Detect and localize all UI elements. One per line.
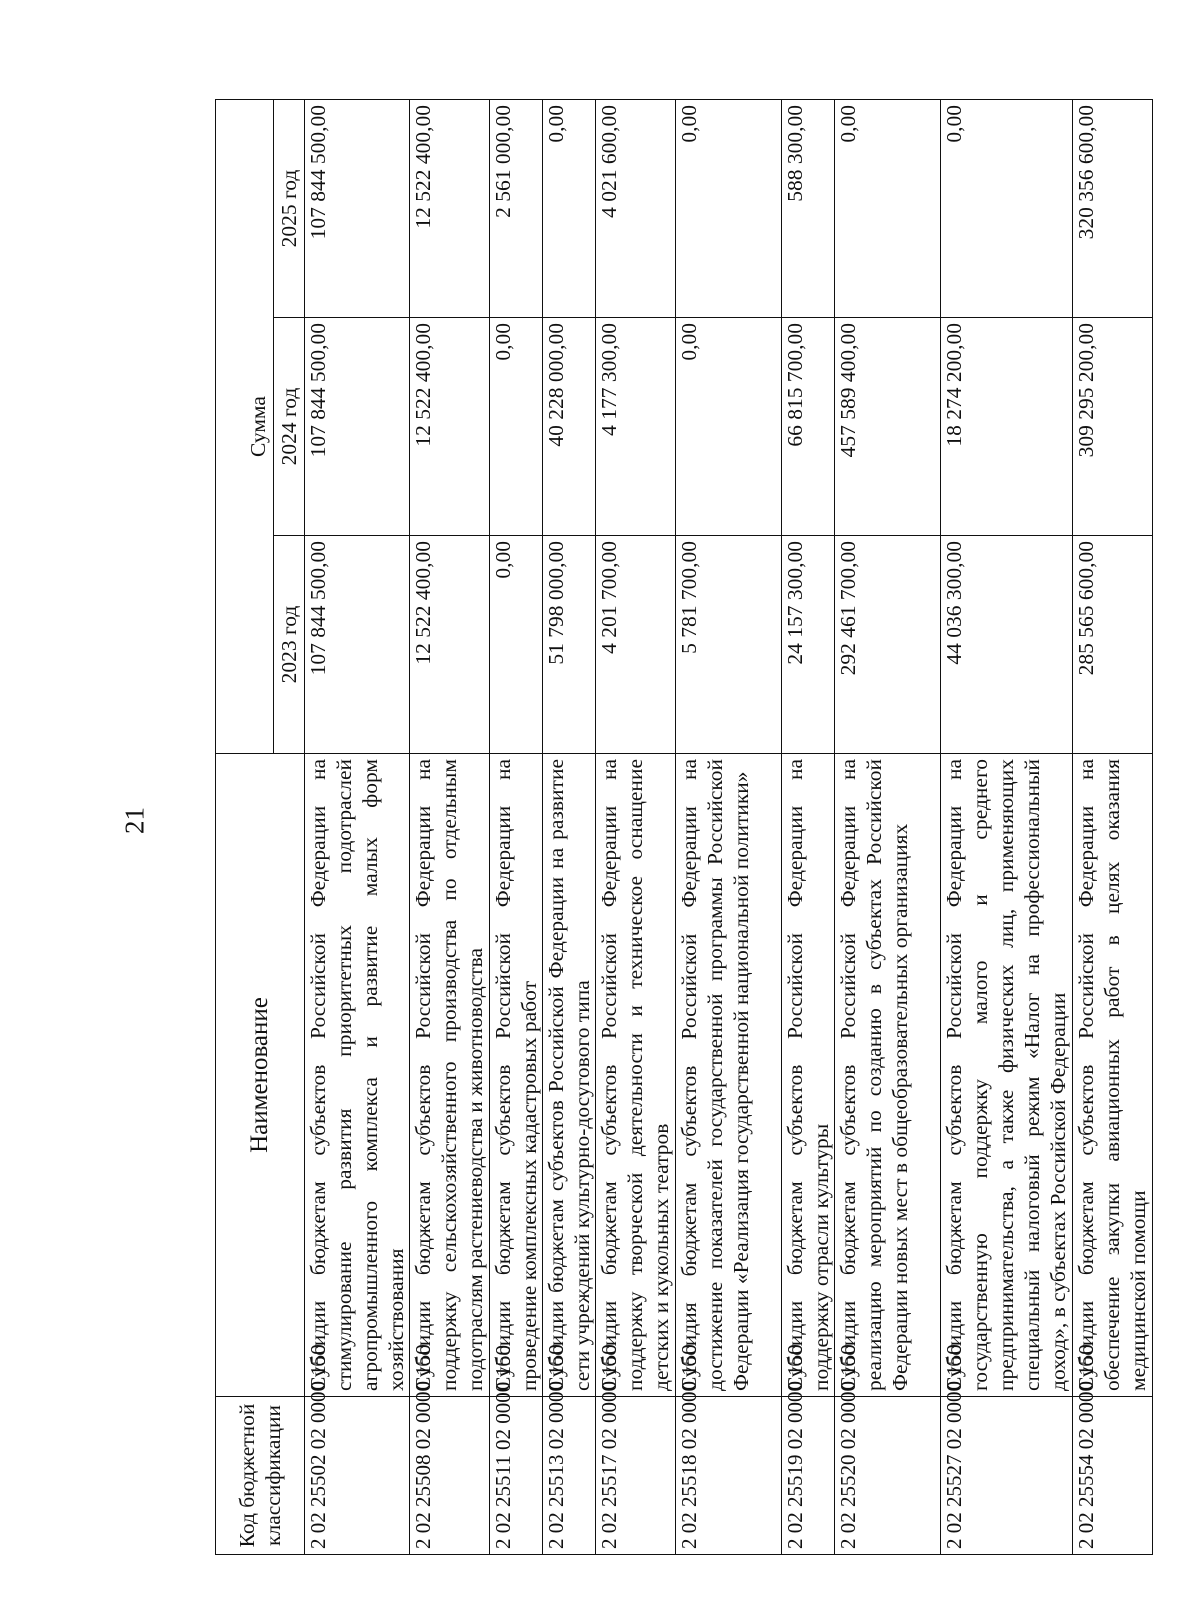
row-amount-2024: 107 844 500,00 (305, 318, 410, 536)
row-amount-2023: 51 798 000,00 (543, 536, 596, 754)
row-amount-2025: 588 300,00 (782, 100, 835, 318)
table-header-row (216, 100, 274, 1555)
table-row (835, 100, 941, 1555)
row-code: 2 02 25554 02 0000 150 (1073, 1397, 1153, 1555)
row-amount-2024: 66 815 700,00 (782, 318, 835, 536)
row-name: Субсидии бюджетам субъектов Российской Федерации на поддержку отрасли культуры (782, 754, 835, 1397)
row-code: 2 02 25517 02 0000 150 (596, 1397, 676, 1555)
row-amount-2024: 457 589 400,00 (835, 318, 941, 536)
table-row (490, 100, 543, 1555)
row-name: Субсидии бюджетам субъектов Российской Федерации на государственную поддержку малого и среднего предпринимательства, а также физических лиц, применяющих специальный налоговый режим «Налог на профессиональный доход», в субъектах Российской Федерации (941, 754, 1073, 1397)
row-code: 2 02 25508 02 0000 150 (410, 1397, 490, 1555)
row-amount-2023: 107 844 500,00 (305, 536, 410, 754)
row-amount-2024: 0,00 (490, 318, 543, 536)
row-amount-2024: 40 228 000,00 (543, 318, 596, 536)
row-amount-2024: 18 274 200,00 (941, 318, 1073, 536)
row-amount-2025: 0,00 (543, 100, 596, 318)
row-amount-2025: 0,00 (676, 100, 782, 318)
row-name: Субсидии бюджетам субъектов Российской Федерации на проведение комплексных кадастровых работ (490, 754, 543, 1397)
table-row (596, 100, 676, 1555)
row-code: 2 02 25502 02 0000 150 (305, 1397, 410, 1555)
table-row (410, 100, 490, 1555)
row-amount-2023: 5 781 700,00 (676, 536, 782, 754)
table-row (941, 100, 1073, 1555)
row-amount-2023: 24 157 300,00 (782, 536, 835, 754)
row-name: Субсидии бюджетам субъектов Российской Федерации на поддержку сельскохозяйственного производства по отдельным подотраслям растениеводства и животноводства (410, 754, 490, 1397)
row-amount-2024: 4 177 300,00 (596, 318, 676, 536)
row-code: 2 02 25520 02 0000 150 (835, 1397, 941, 1555)
row-amount-2023: 0,00 (490, 536, 543, 754)
table-row (543, 100, 596, 1555)
row-amount-2023: 4 201 700,00 (596, 536, 676, 754)
header-year-2025: 2025 год (274, 100, 305, 318)
row-name: Субсидии бюджетам субъектов Российской Федерации на поддержку творческой деятельности и техническое оснащение детских и кукольных театров (596, 754, 676, 1397)
table-row (676, 100, 782, 1555)
row-name: Субсидии бюджетам субъектов Российской Федерации на стимулирование развития приоритетных подотраслей агропромышленного комплекса и развитие малых форм хозяйствования (305, 754, 410, 1397)
row-amount-2023: 285 565 600,00 (1073, 536, 1153, 754)
row-amount-2024: 12 522 400,00 (410, 318, 490, 536)
row-code: 2 02 25519 02 0000 150 (782, 1397, 835, 1555)
header-name: Наименование (216, 754, 305, 1397)
page-number: 21 (119, 807, 150, 834)
row-amount-2025: 107 844 500,00 (305, 100, 410, 318)
budget-table (215, 99, 1153, 1555)
rotated-table-wrapper (215, 100, 1150, 1555)
row-amount-2024: 309 295 200,00 (1073, 318, 1153, 536)
row-code: 2 02 25513 02 0000 150 (543, 1397, 596, 1555)
table-row (782, 100, 835, 1555)
row-name: Субсидии бюджетам субъектов Российской Федерации на обеспечение закупки авиационных работ в целях оказания медицинской помощи (1073, 754, 1153, 1397)
header-year-2024: 2024 год (274, 318, 305, 536)
row-amount-2025: 12 522 400,00 (410, 100, 490, 318)
row-name: Субсидии бюджетам субъектов Российской Федерации на развитие сети учреждений культурно-досугового типа (543, 754, 596, 1397)
header-year-2023: 2023 год (274, 536, 305, 754)
row-name: Субсидии бюджетам субъектов Российской Федерации на реализацию мероприятий по созданию в субъектах Российской Федерации новых мест в общеобразовательных организациях (835, 754, 941, 1397)
table-row (305, 100, 410, 1555)
header-sum: Сумма (216, 100, 274, 754)
row-code: 2 02 25527 02 0000 150 (941, 1397, 1073, 1555)
row-name: Субсидия бюджетам субъектов Российской Федерации на достижение показателей государственной программы Российской Федерации «Реализация государственной национальной политики» (676, 754, 782, 1397)
table-row (1073, 100, 1153, 1555)
row-amount-2023: 44 036 300,00 (941, 536, 1073, 754)
header-code: Код бюджетной классификации (216, 1397, 305, 1555)
row-code: 2 02 25518 02 0000 150 (676, 1397, 782, 1555)
row-amount-2024: 0,00 (676, 318, 782, 536)
row-amount-2025: 0,00 (835, 100, 941, 318)
row-amount-2025: 320 356 600,00 (1073, 100, 1153, 318)
row-amount-2023: 12 522 400,00 (410, 536, 490, 754)
row-amount-2023: 292 461 700,00 (835, 536, 941, 754)
row-amount-2025: 0,00 (941, 100, 1073, 318)
row-code: 2 02 25511 02 0000 150 (490, 1397, 543, 1555)
row-amount-2025: 4 021 600,00 (596, 100, 676, 318)
row-amount-2025: 2 561 000,00 (490, 100, 543, 318)
